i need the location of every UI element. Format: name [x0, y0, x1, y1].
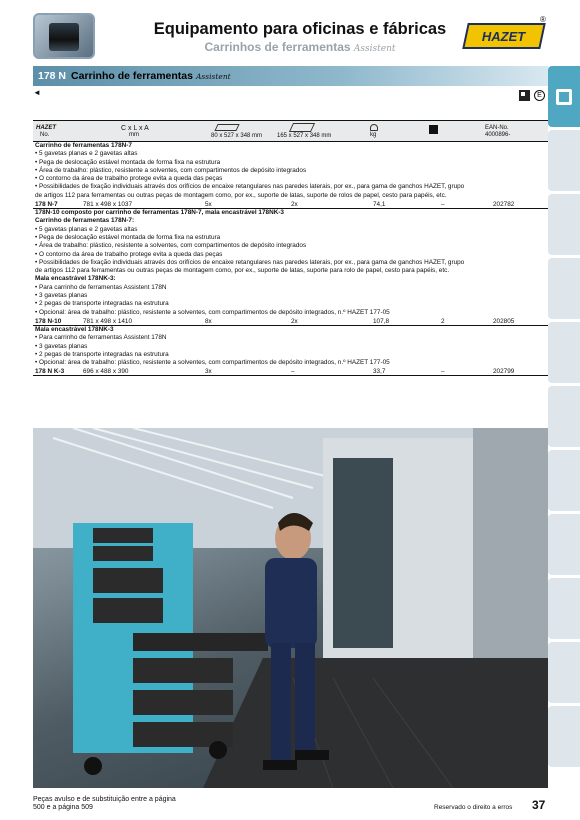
table-section	[33, 142, 548, 200]
table-cell: 3x	[205, 368, 212, 376]
table-cell: 781 x 498 x 1037	[83, 201, 133, 209]
description-line: de artigos 112 para ferramentas ou outras peças de montagem como, por ex., suporte de latas, suporte de rolos de papel, cesto para papéis, etc.	[35, 191, 447, 199]
footer-rights: Reservado o direito a erros	[434, 804, 513, 811]
registered-mark: ®	[540, 15, 546, 24]
description-line: • Possibilidades de fixação individuais através dos orifícios de encaixe retangulares nas paredes laterais, por ex., para gama de ganchos HAZET, grupo	[35, 258, 465, 266]
description-line: • Para carrinho de ferramentas Assistent 178N	[35, 283, 167, 291]
tab-sockets[interactable]	[548, 258, 580, 319]
hdr-ean: EAN-No.	[485, 125, 509, 131]
description-line: 178N-10 composto por carrinho de ferramentas 178N-7, mala encastrável 178NK-3	[35, 209, 284, 217]
tab-index[interactable]	[548, 642, 580, 703]
hdr-dims: C x L x A	[121, 125, 149, 132]
back-arrow-icon[interactable]: ◄	[33, 88, 41, 97]
grid-icon	[519, 90, 530, 101]
e-badge-icon: E	[534, 90, 545, 101]
table-cell: –	[441, 368, 445, 376]
description-line: • 5 gavetas planas e 2 gavetas altas	[35, 225, 138, 233]
insert-icon	[429, 125, 438, 134]
description-line: • Possibilidades de fixação individuais através dos orifícios de encaixe retangulares nas paredes laterais, por ex., para gama de ganchos HAZET, grupo	[35, 183, 465, 191]
description-line: • Opcional: área de trabalho: plástico, resistente a solventes, com compartimentos de depósito integrados, n.º HAZET 177-05	[35, 359, 390, 367]
table-cell: 178 N K-3	[35, 368, 65, 376]
description-line: de artigos 112 para ferramentas ou outras peças de montagem como, por ex., suporte de latas, suporte para rolo de papel, cesto para papéis, etc.	[35, 267, 450, 275]
description-line: • Área de trabalho: plástico, resistente a solventes, com compartimentos de depósito integrados	[35, 242, 307, 250]
table-cell: 2x	[291, 317, 298, 325]
description-line: • Pega de deslocação estável montada de forma fixa na estrutura	[35, 158, 221, 166]
drawer-high-icon	[289, 123, 315, 132]
side-tabs	[548, 66, 580, 770]
table-cell: 781 x 498 x 1410	[83, 317, 133, 325]
table-header	[33, 121, 548, 142]
product-title: Carrinho de ferramentas	[71, 70, 193, 82]
hdr-weight: kg	[370, 132, 377, 138]
tab-hammer[interactable]	[548, 450, 580, 511]
table-cell: 202799	[493, 368, 515, 376]
table-cell: 178 N-10	[35, 317, 62, 325]
table-cell: 202805	[493, 317, 515, 325]
table-section	[33, 209, 548, 317]
table-cell: 107,8	[373, 317, 389, 325]
description-line: • O contorno da área de trabalho protege evita a queda das peças	[35, 175, 223, 183]
description-line: • Pega de deslocação estável montada de forma fixa na estrutura	[35, 233, 221, 241]
description-line: Carrinho de ferramentas 178N-7:	[35, 217, 135, 225]
product-photo	[33, 428, 548, 788]
table-cell: 2x	[291, 201, 298, 209]
hdr-drawer-flat: 80 x 527 x 348 mm	[211, 133, 263, 139]
description-line: • O contorno da área de trabalho protege evita a queda das peças	[35, 250, 223, 258]
cabinet-icon	[556, 89, 572, 105]
tab-automotive[interactable]	[548, 578, 580, 639]
hazet-logo: HAZET	[462, 23, 546, 49]
description-line: • Área de trabalho: plástico, resistente a solventes, com compartimentos de depósito integrados	[35, 166, 307, 174]
table-row	[33, 367, 548, 376]
description-line: • 3 gavetas planas	[35, 342, 88, 350]
table-row	[33, 317, 548, 326]
page-title: Equipamento para oficinas e fábricas	[153, 20, 447, 38]
tab-pliers[interactable]	[548, 322, 580, 383]
table-cell: 696 x 488 x 390	[83, 368, 129, 376]
tab-workshop[interactable]	[548, 66, 580, 127]
description-line: • Para carrinho de ferramentas Assistent 178N	[35, 334, 167, 342]
table-cell: –	[291, 368, 295, 376]
product-script: Assistent	[196, 71, 231, 81]
tab-info[interactable]	[548, 706, 580, 767]
description-line: • Opcional: área de trabalho: plástico, resistente a solventes, com compartimentos de depósito integrados, n.º HAZET 177-05	[35, 308, 390, 316]
description-line: Mala encastrável 178NK-3:	[35, 275, 116, 283]
table-cell: 178 N-7	[35, 201, 58, 209]
page-subtitle: Carrinhos de ferramentas Assistent	[204, 40, 396, 54]
weight-icon	[370, 124, 378, 131]
product-icons	[519, 90, 545, 101]
footer-note-line2: 500 e a página 509	[33, 804, 93, 811]
table-body	[33, 142, 548, 376]
description-line: Mala encastrável 178NK-3	[35, 325, 114, 333]
hdr-no: No.	[40, 132, 50, 138]
hdr-brand: HAZET	[36, 125, 56, 131]
description-line: • 2 pegas de transporte integradas na estrutura	[35, 300, 169, 308]
table-row	[33, 200, 548, 209]
footer-note	[33, 796, 176, 812]
section-thumbnail	[33, 13, 95, 59]
hdr-drawer-high: 165 x 527 x 348 mm	[277, 133, 332, 139]
description-line: • 5 gavetas planas e 2 gavetas altas	[35, 150, 138, 158]
table-section	[33, 326, 548, 367]
product-band	[33, 66, 548, 86]
footer-note-line1: Peças avulso e de substituição entre a página	[33, 796, 176, 803]
hdr-ean-prefix: 4000896-	[485, 132, 511, 138]
product-number: 178 N	[38, 70, 67, 82]
table-cell: 202782	[493, 201, 515, 209]
tab-tools[interactable]	[548, 194, 580, 255]
table-cell: 5x	[205, 201, 212, 209]
description-line: • 2 pegas de transporte integradas na estrutura	[35, 350, 169, 358]
tab-screwdriver[interactable]	[548, 386, 580, 447]
hdr-dims-unit: mm	[129, 132, 139, 138]
description-line: Carrinho de ferramentas 178N-7	[35, 142, 132, 149]
tab-wrench[interactable]	[548, 130, 580, 191]
description-line: • 3 gavetas planas	[35, 292, 88, 300]
table-cell: 8x	[205, 317, 212, 325]
table-cell: 33,7	[373, 368, 386, 376]
product-table	[33, 120, 548, 376]
table-cell: 74,1	[373, 201, 386, 209]
table-cell: 2	[441, 317, 445, 325]
tab-measure[interactable]	[548, 514, 580, 575]
workshop-photo-illustration	[33, 428, 548, 788]
page-number: 37	[532, 798, 546, 812]
table-cell: –	[441, 201, 445, 209]
drawer-flat-icon	[214, 124, 239, 131]
